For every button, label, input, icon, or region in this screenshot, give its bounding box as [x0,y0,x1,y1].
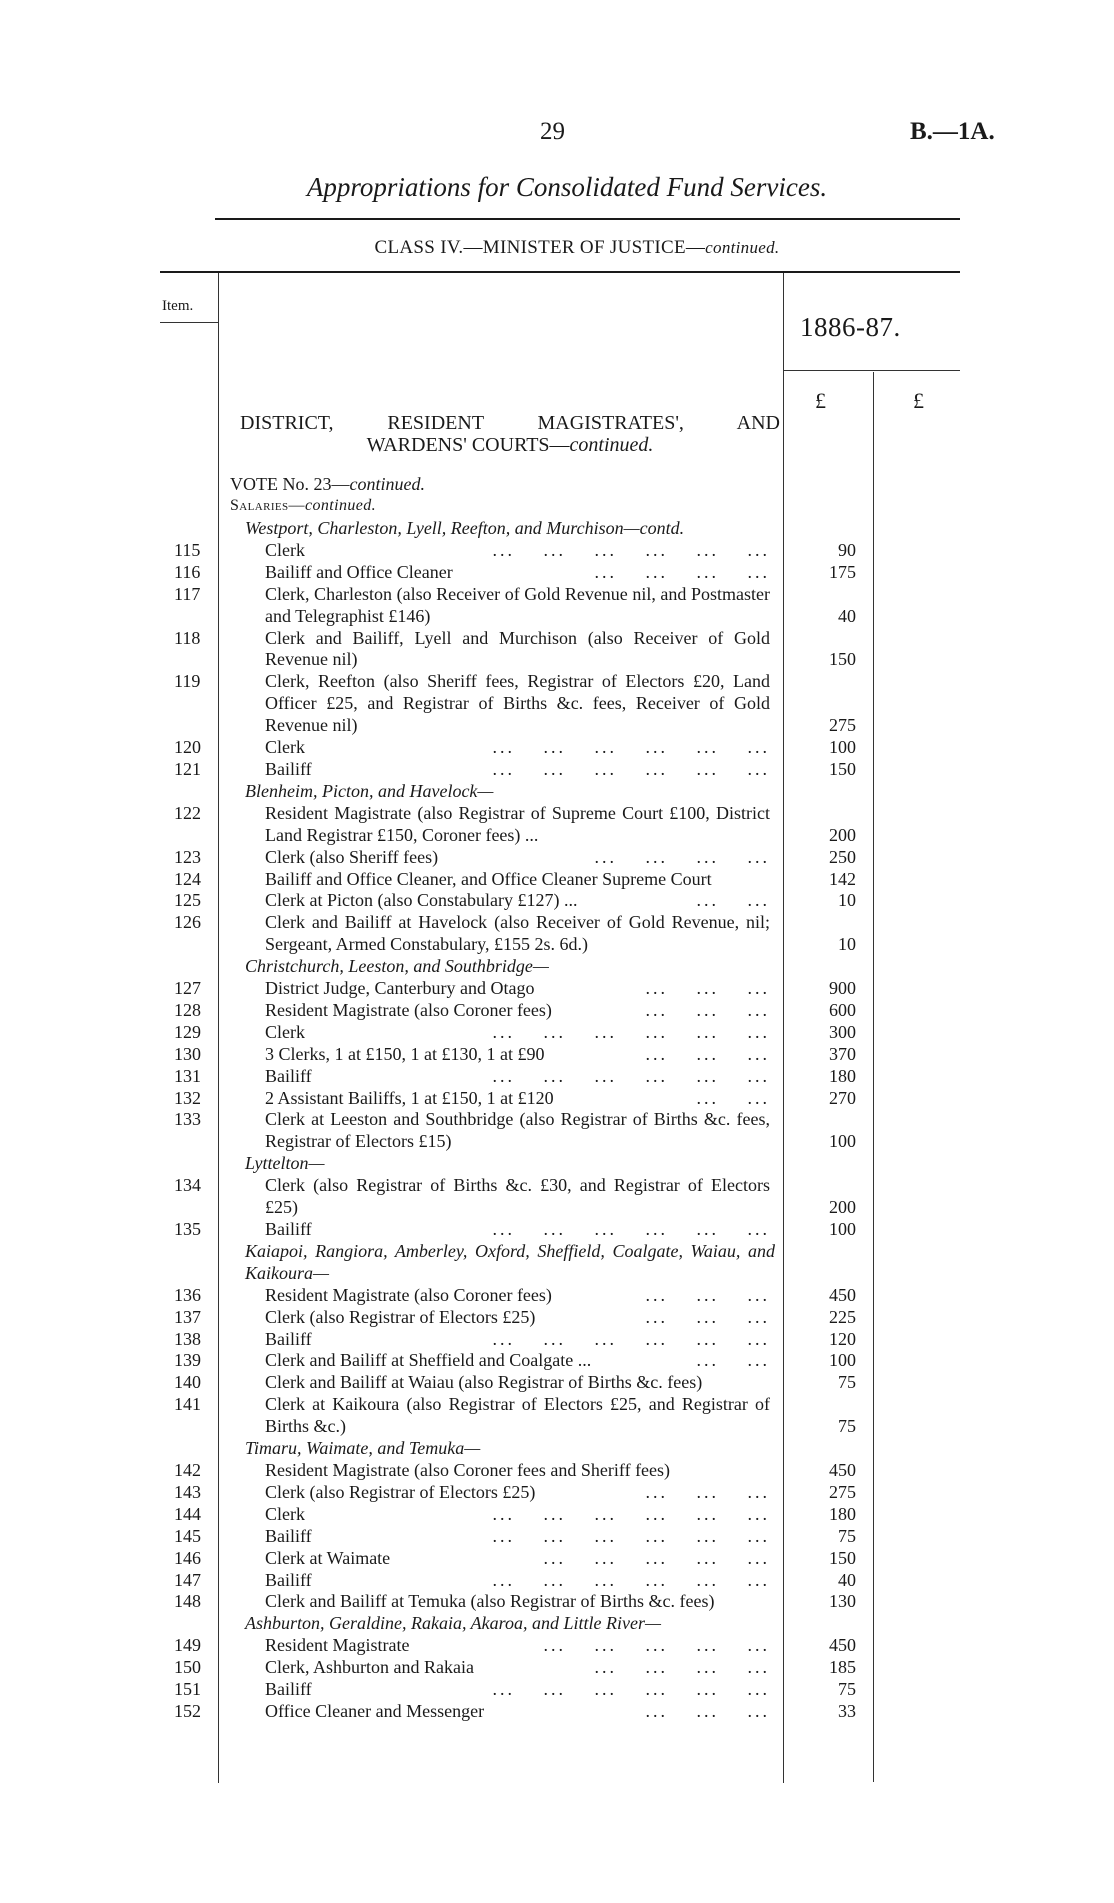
item-description-text: Bailiff [265,1328,312,1349]
item-number: 151 [174,1679,201,1700]
item-amount: 275 [829,1481,856,1502]
item-description-text: Clerk (also Registrar of Electors £25) [265,1306,536,1327]
item-amount: 130 [829,1591,856,1612]
item-number: 118 [174,627,201,648]
leader-dots: ... ... ... ... ... ... [492,1065,770,1086]
item-description-text: Resident Magistrate (also Coroner fees and Sheriff fees) [265,1459,671,1480]
item-description [265,1460,770,1482]
item-number: 132 [174,1087,201,1108]
item-number: 126 [174,912,201,933]
item-amount: 75 [838,1372,856,1393]
item-number: 135 [174,1219,201,1239]
leader-dots: ... ... ... ... [594,1657,770,1678]
item-number: 130 [174,1043,201,1064]
appropriation-row [0,1219,1114,1241]
item-number: 142 [174,1459,201,1480]
item-description-text: Bailiff [265,1679,312,1700]
leader-dots: ... ... ... ... [594,846,770,867]
item-amount: 120 [829,1328,856,1349]
leader-dots: ... ... ... ... ... ... [492,1219,770,1239]
leader-dots: ... ... ... [645,1284,770,1305]
subsection-heading: Lyttelton— [245,1153,325,1174]
subsection-heading: Westport, Charleston, Lyell, Reefton, and Murchison—contd. [245,518,685,538]
leader-dots: ... ... ... ... ... ... [492,1021,770,1042]
appropriation-row [0,584,1114,628]
item-description [265,869,770,891]
item-number: 145 [174,1525,201,1546]
item-number: 149 [174,1635,201,1656]
item-description [265,1066,770,1088]
item-description [265,1022,770,1044]
item-amount: 250 [829,846,856,867]
item-amount: 600 [829,999,856,1020]
leader-dots: ... ... ... [645,1700,770,1721]
item-amount: 90 [838,539,856,560]
item-description [265,1088,770,1110]
item-description [265,1679,770,1701]
appropriation-row [0,1109,1114,1153]
appropriation-row [0,1570,1114,1592]
appropriation-row [0,671,1114,737]
page-title: Appropriations for Consolidated Fund Services. [306,172,828,202]
item-amount: 150 [829,649,856,670]
item-description [265,628,770,672]
item-number: 152 [174,1700,201,1721]
appropriation-row [0,562,1114,584]
item-description-text: Resident Magistrate (also Coroner fees) [265,999,552,1020]
item-amount: 270 [829,1087,856,1108]
header-rule-bottom [160,271,960,273]
item-amount: 40 [838,605,856,626]
item-description [265,737,770,759]
leader-dots: ... ... ... [645,1043,770,1064]
appropriation-row [0,1482,1114,1504]
document-reference: B.—1A. [910,118,995,145]
item-description-text: Clerk [265,539,305,560]
item-number: 150 [174,1657,201,1678]
item-number: 127 [174,978,201,999]
item-description [265,1285,770,1307]
item-number: 128 [174,999,201,1020]
item-description-text: Clerk [265,1503,305,1524]
appropriation-row [0,1175,1114,1219]
item-amount: 185 [829,1657,856,1678]
item-amount: 100 [829,1219,856,1239]
item-description-text: Resident Magistrate (also Registrar of Supreme Court £100, District Land Registrar £150, Coroner fees) ... [265,802,770,845]
appropriation-row [0,890,1114,912]
item-description [265,1701,770,1723]
item-number: 131 [174,1065,201,1086]
item-amount: 180 [829,1065,856,1086]
appropriation-row [0,912,1114,956]
leader-dots: ... ... ... ... ... ... [492,539,770,560]
item-description-text: Clerk (also Sheriff fees) [265,846,439,867]
item-column-header: Item. [162,298,194,314]
item-amount: 225 [829,1306,856,1327]
leader-dots: ... ... ... ... ... ... [492,1328,770,1349]
item-description [265,1372,770,1394]
section-heading-continued: continued. [569,434,654,456]
item-amount: 75 [838,1525,856,1546]
item-description-text: Clerk and Bailiff at Sheffield and Coalgate ... [265,1350,592,1371]
item-number: 134 [174,1175,201,1196]
header-rule-top [215,218,960,220]
item-number: 140 [174,1372,201,1393]
item-number: 144 [174,1503,201,1524]
item-description-text: Clerk (also Registrar of Electors £25) [265,1481,536,1502]
salaries-heading-continued: continued. [304,497,377,514]
leader-dots: ... ... ... ... ... ... [492,1503,770,1524]
leader-dots: ... ... [696,890,770,911]
item-description [265,1350,770,1372]
item-description [265,584,770,628]
item-description-text: Bailiff [265,1525,312,1546]
appropriation-row [0,1526,1114,1548]
item-number: 147 [174,1569,201,1590]
item-amount: 40 [838,1569,856,1590]
item-description-text: Clerk at Leeston and Southbridge (also Registrar of Births &c. fees, Registrar of Electors £15) [265,1109,770,1152]
item-number: 148 [174,1591,201,1612]
item-description [265,1394,770,1438]
section-heading-line2-text: WARDENS' COURTS— [366,434,570,456]
item-description [265,671,770,737]
appropriation-row [0,628,1114,672]
leader-dots: ... ... ... ... ... ... [492,758,770,779]
item-description-text: Clerk and Bailiff, Lyell and Murchison (also Receiver of Gold Revenue nil) [265,627,770,670]
leader-dots: ... ... ... ... ... [543,1547,770,1568]
item-description [265,847,770,869]
item-description [265,1329,770,1351]
item-description-text: Resident Magistrate (also Coroner fees) [265,1284,552,1305]
item-description [265,890,770,912]
item-description-text: Bailiff [265,1065,312,1086]
subsection-heading: Ashburton, Geraldine, Rakaia, Akaroa, and Little River— [245,1613,661,1634]
item-description [265,1635,770,1657]
item-description-text: Clerk, Ashburton and Rakaia [265,1657,474,1678]
item-description-text: Bailiff and Office Cleaner, and Office Cleaner Supreme Court [265,868,712,889]
leader-dots: ... ... [696,1087,770,1108]
item-number: 133 [174,1109,201,1130]
appropriation-row [0,1372,1114,1394]
item-number: 139 [174,1350,201,1371]
item-description-text: 2 Assistant Bailiffs, 1 at £150, 1 at £120 [265,1087,554,1108]
item-amount: 100 [829,1350,856,1371]
item-amount: 150 [829,1547,856,1568]
item-description-text: Bailiff [265,1219,312,1239]
appropriation-row [0,1022,1114,1044]
item-description [265,759,770,781]
item-description [265,1591,770,1613]
subsection-heading: Timaru, Waimate, and Temuka— [245,1438,481,1459]
leader-dots: ... ... ... [645,1306,770,1327]
item-description [265,1526,770,1548]
appropriation-row [0,1088,1114,1110]
item-head-underline [160,322,218,323]
class-heading [0,237,1114,259]
item-number: 138 [174,1328,201,1349]
appropriation-row [0,1066,1114,1088]
item-description-text: District Judge, Canterbury and Otago [265,978,535,999]
item-description-text: Clerk at Waimate [265,1547,391,1568]
item-amount: 275 [829,715,856,736]
item-amount: 100 [829,1131,856,1152]
appropriation-row [0,1285,1114,1307]
item-number: 146 [174,1547,201,1568]
item-amount: 370 [829,1043,856,1064]
item-number: 122 [174,802,201,823]
item-amount: 10 [838,890,856,911]
appropriation-row [0,737,1114,759]
item-description-text: 3 Clerks, 1 at £150, 1 at £130, 1 at £90 [265,1043,545,1064]
item-description [265,1504,770,1526]
item-description-text: Clerk and Bailiff at Waiau (also Registrar of Births &c. fees) [265,1372,703,1393]
item-amount: 450 [829,1635,856,1656]
item-amount: 200 [829,1197,856,1218]
appropriation-row [0,1504,1114,1526]
item-amount: 33 [838,1700,856,1721]
item-description [265,1657,770,1679]
item-amount: 75 [838,1416,856,1437]
salaries-heading [230,497,376,515]
item-number: 137 [174,1306,201,1327]
item-amount: 142 [829,868,856,889]
year-column-header: 1886-87. [800,312,901,342]
item-description-text: Clerk [265,1021,305,1042]
leader-dots: ... ... ... ... [594,561,770,582]
section-heading-line2 [240,434,780,456]
vote-heading-continued: continued. [349,474,425,494]
item-number: 119 [174,671,201,692]
item-amount: 100 [829,737,856,758]
item-amount: 200 [829,824,856,845]
item-description-text: Clerk and Bailiff at Havelock (also Receiver of Gold Revenue, nil; Sergeant, Armed Constabulary, £155 2s. 6d.) [265,912,770,955]
pound-symbol-right: £ [913,388,924,413]
appropriation-row [0,540,1114,562]
item-number: 141 [174,1394,201,1415]
appropriation-row [0,1591,1114,1613]
class-heading-continued: continued. [705,238,780,257]
appropriation-row [0,1394,1114,1438]
vote-heading-text: VOTE No. 23— [230,474,350,494]
item-description [265,912,770,956]
item-amount: 300 [829,1021,856,1042]
appropriation-row [0,1679,1114,1701]
item-description-text: Clerk at Kaikoura (also Registrar of Electors £25, and Registrar of Births &c.) [265,1394,770,1437]
appropriation-row [0,1044,1114,1066]
item-number: 125 [174,890,201,911]
subsection-heading: Christchurch, Leeston, and Southbridge— [245,956,549,977]
item-description-text: Clerk at Picton (also Constabulary £127) ... [265,890,578,911]
item-description [265,562,770,584]
appropriation-row [0,1701,1114,1723]
item-number: 136 [174,1284,201,1305]
item-amount: 450 [829,1284,856,1305]
item-amount: 900 [829,978,856,999]
item-description [265,1548,770,1570]
item-description-text: Clerk (also Registrar of Births &c. £30, and Registrar of Electors £25) [265,1175,770,1218]
leader-dots: ... ... ... ... ... ... [492,1525,770,1546]
item-number: 121 [174,758,201,779]
item-description-text: Clerk, Reefton (also Sheriff fees, Registrar of Electors £20, Land Officer £25, and Registrar of Births &c. fees, Receiver of Gold Revenue nil) [265,671,770,736]
appropriation-row [0,1350,1114,1372]
subsection-heading: Kaiapoi, Rangiora, Amberley, Oxford, Sheffield, Coalgate, Waiau, and Kaikoura— [245,1240,775,1283]
item-description [265,1109,770,1153]
appropriation-row [0,803,1114,847]
item-description [265,1000,770,1022]
appropriation-row [0,847,1114,869]
appropriation-row [0,978,1114,1000]
leader-dots: ... ... ... ... ... ... [492,737,770,758]
item-amount: 450 [829,1459,856,1480]
leader-dots: ... ... ... [645,1481,770,1502]
item-description [265,803,770,847]
section-heading [240,412,780,456]
item-amount: 175 [829,561,856,582]
item-number: 129 [174,1021,201,1042]
item-description [265,540,770,562]
item-amount: 180 [829,1503,856,1524]
item-description-text: Bailiff [265,1569,312,1590]
leader-dots: ... ... [696,1350,770,1371]
appropriation-row [0,1460,1114,1482]
appropriation-row [0,1657,1114,1679]
item-number: 123 [174,846,201,867]
item-description-text: Office Cleaner and Messenger [265,1700,485,1721]
section-heading-line1: DISTRICT, RESIDENT MAGISTRATES', AND [240,412,780,434]
item-description-text: Bailiff [265,758,312,779]
class-heading-text: CLASS IV.—MINISTER OF JUSTICE— [374,237,706,258]
item-description-text: Bailiff and Office Cleaner [265,561,453,582]
leader-dots: ... ... ... [645,999,770,1020]
appropriation-row [0,869,1114,891]
leader-dots: ... ... ... ... ... ... [492,1679,770,1700]
item-description [265,1570,770,1592]
appropriation-row [0,1000,1114,1022]
appropriation-row [0,1635,1114,1657]
item-description [265,1219,770,1241]
item-number: 117 [174,583,201,604]
item-number: 120 [174,737,201,758]
item-description [265,1175,770,1219]
leader-dots: ... ... ... ... ... ... [492,1569,770,1590]
page-number: 29 [540,118,565,145]
item-description-text: Clerk and Bailiff at Temuka (also Registrar of Births &c. fees) [265,1591,715,1612]
item-description [265,978,770,1000]
item-description-text: Clerk, Charleston (also Receiver of Gold Revenue nil, and Postmaster and Telegraphist £146) [265,583,770,626]
item-number: 115 [174,539,201,560]
item-description [265,1482,770,1504]
item-description-text: Clerk [265,737,305,758]
appropriation-row [0,1307,1114,1329]
item-amount: 75 [838,1679,856,1700]
leader-dots: ... ... ... ... ... [543,1635,770,1656]
appropriations-list [0,518,1114,1723]
item-description [265,1044,770,1066]
leader-dots: ... ... ... [645,978,770,999]
item-amount: 150 [829,758,856,779]
item-amount: 10 [838,934,856,955]
vote-heading [230,474,425,495]
item-number: 143 [174,1481,201,1502]
item-description-text: Resident Magistrate [265,1635,410,1656]
year-underline [783,370,960,371]
item-number: 116 [174,561,201,582]
appropriation-row [0,1329,1114,1351]
appropriation-row [0,1548,1114,1570]
item-number: 124 [174,868,201,889]
appropriation-row [0,759,1114,781]
subsection-heading: Blenheim, Picton, and Havelock— [245,780,494,801]
item-description [265,1307,770,1329]
salaries-heading-text: Salaries— [230,497,305,514]
pound-symbol-left: £ [815,388,826,413]
